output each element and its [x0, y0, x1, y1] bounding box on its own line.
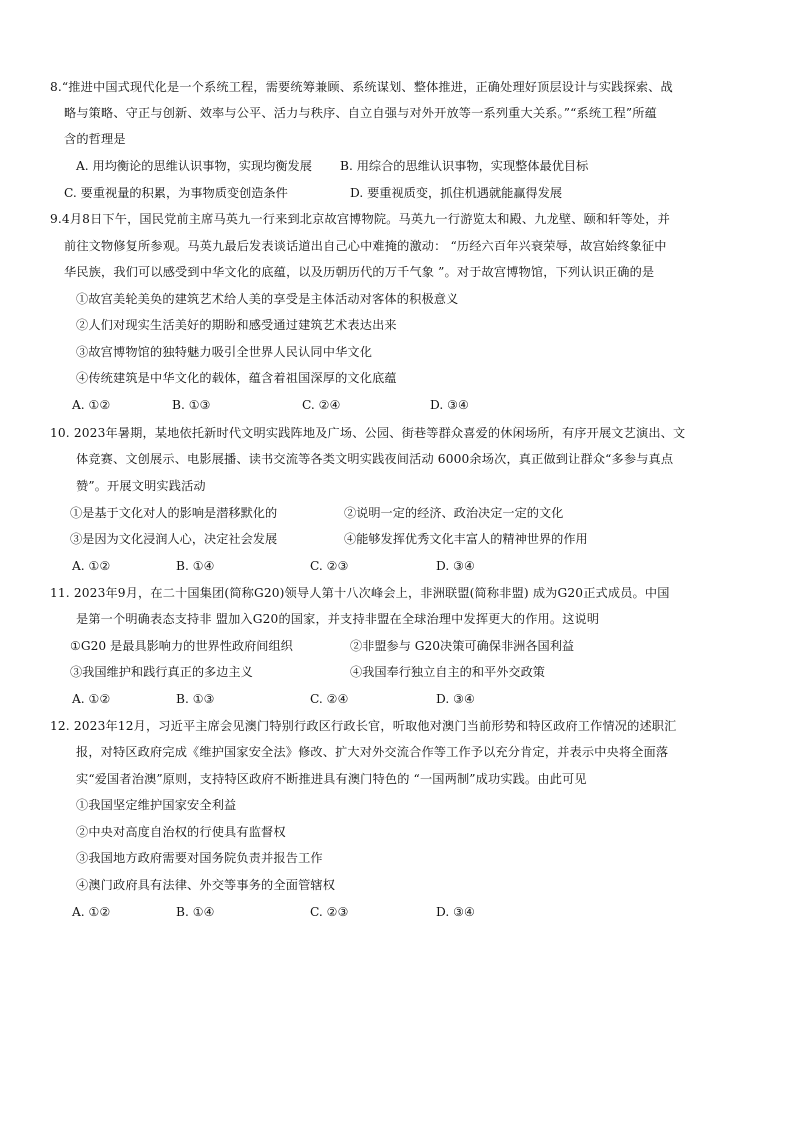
q9-option-c: C. ②④	[302, 398, 341, 412]
q11-option-c: C. ②④	[310, 692, 349, 706]
q9-option-a: A. ①②	[72, 398, 111, 412]
q11-statement-4: ④我国奉行独立自主的和平外交政策	[350, 665, 545, 679]
q9-option-d: D. ③④	[430, 398, 469, 412]
q8-stem-line1: 8.“推进中国式现代化是一个系统工程，需要统筹兼顾、系统谋划、整体推进，正确处理好顶层设计与实践探索、战	[50, 80, 673, 94]
q10-statement-1: ①是基于文化对人的影响是潜移默化的	[70, 506, 278, 520]
q11-stem-line1: 11. 2023年9月，在二十国集团(简称G20)领导人第十八次峰会上，非洲联盟(简称非盟) 成为G20正式成员。中国	[50, 586, 670, 600]
q9-statement-3: ③故宫博物馆的独特魅力吸引全世界人民认同中华文化	[76, 345, 373, 359]
q9-stem-line1: 9.4月8日下午，国民党前主席马英九一行来到北京故宫博物院。马英九一行游览太和殿、九龙壁、颐和轩等处，并	[50, 212, 670, 226]
q12-stem-line1: 12. 2023年12月，习近平主席会见澳门特别行政区行政长官，听取他对澳门当前形势和特区政府工作情况的述职汇	[50, 719, 677, 733]
q11-option-b: B. ①③	[176, 692, 215, 706]
q12-stem-line2: 报，对特区政府完成《维护国家安全法》修改、扩大对外交流合作等工作予以充分肯定，并表示中央将全面落	[76, 745, 669, 759]
q8-option-c: C. 要重视量的积累，为事物质变创造条件	[64, 186, 288, 200]
q12-option-b: B. ①④	[176, 905, 215, 919]
q10-statement-3: ③是因为文化浸润人心，决定社会发展	[70, 532, 278, 546]
q12-statement-1: ①我国坚定维护国家安全利益	[76, 798, 237, 812]
q11-statement-3: ③我国维护和践行真正的多边主义	[70, 665, 253, 679]
q8-stem-line3: 含的哲理是	[64, 132, 126, 146]
q10-statement-4: ④能够发挥优秀文化丰富人的精神世界的作用	[344, 532, 588, 546]
q10-option-c: C. ②③	[310, 559, 349, 573]
q10-stem-line3: 赞”。开展文明实践活动	[76, 479, 206, 493]
q8-stem-line2: 略与策略、守正与创新、效率与公平、活力与秩序、自立自强与对外开放等一系列重大关系。”“系统工程”所蕴	[64, 106, 657, 120]
q12-statement-2: ②中央对高度自治权的行使具有监督权	[76, 825, 286, 839]
q10-statement-2: ②说明一定的经济、政治决定一定的文化	[344, 506, 564, 520]
q12-option-a: A. ①②	[72, 905, 111, 919]
q9-statement-1: ①故宫美轮美奂的建筑艺术给人美的享受是主体活动对客体的积极意义	[76, 292, 459, 306]
q12-option-c: C. ②③	[310, 905, 349, 919]
q11-stem-line2: 是第一个明确表态支持非 盟加入G20的国家，并支持非盟在全球治理中发挥更大的作用。这说明	[76, 612, 600, 626]
q12-statement-3: ③我国地方政府需要对国务院负责并报告工作	[76, 851, 323, 865]
q10-option-b: B. ①④	[176, 559, 215, 573]
q9-option-b: B. ①③	[172, 398, 211, 412]
q10-stem-line2: 体竞赛、文创展示、电影展播、读书交流等各类文明实践夜间活动 6000余场次，真正做到让群众“多参与真点	[76, 452, 674, 466]
q12-option-d: D. ③④	[436, 905, 475, 919]
q10-option-d: D. ③④	[436, 559, 475, 573]
q9-statement-4: ④传统建筑是中华文化的载体，蕴含着祖国深厚的文化底蕴	[76, 371, 397, 385]
q12-stem-line3: 实“爱国者治澳”原则，支持特区政府不断推进具有澳门特色的 “一国两制”成功实践。由此可见	[76, 772, 587, 786]
q9-stem-line3: 华民族，我们可以感受到中华文化的底蕴，以及历朝历代的万千气象 ”。对于故宫博物馆，下列认识正确的是	[64, 265, 655, 279]
q10-option-a: A. ①②	[72, 559, 111, 573]
q11-option-a: A. ①②	[72, 692, 111, 706]
q8-option-d: D. 要重视质变，抓住机遇就能赢得发展	[350, 186, 563, 200]
q10-stem-line1: 10. 2023年暑期，某地依托新时代文明实践阵地及广场、公园、街巷等群众喜爱的休闲场所，有序开展文艺演出、文	[50, 426, 686, 440]
q9-stem-line2: 前往文物修复所参观。马英九最后发表谈话道出自己心中难掩的激动： “历经六百年兴衰荣辱，故宫始终象征中	[64, 239, 667, 253]
q8-option-b: B. 用综合的思维认识事物，实现整体最优目标	[340, 159, 589, 173]
q9-statement-2: ②人们对现实生活美好的期盼和感受通过建筑艺术表达出来	[76, 318, 397, 332]
q11-statement-2: ②非盟参与 G20决策可确保非洲各国利益	[350, 639, 575, 653]
q12-statement-4: ④澳门政府具有法律、外交等事务的全面管辖权	[76, 878, 336, 892]
q8-option-a: A. 用均衡论的思维认识事物，实现均衡发展	[76, 159, 312, 173]
q11-option-d: D. ③④	[436, 692, 475, 706]
q11-statement-1: ①G20 是最具影响力的世界性政府间组织	[70, 639, 293, 653]
